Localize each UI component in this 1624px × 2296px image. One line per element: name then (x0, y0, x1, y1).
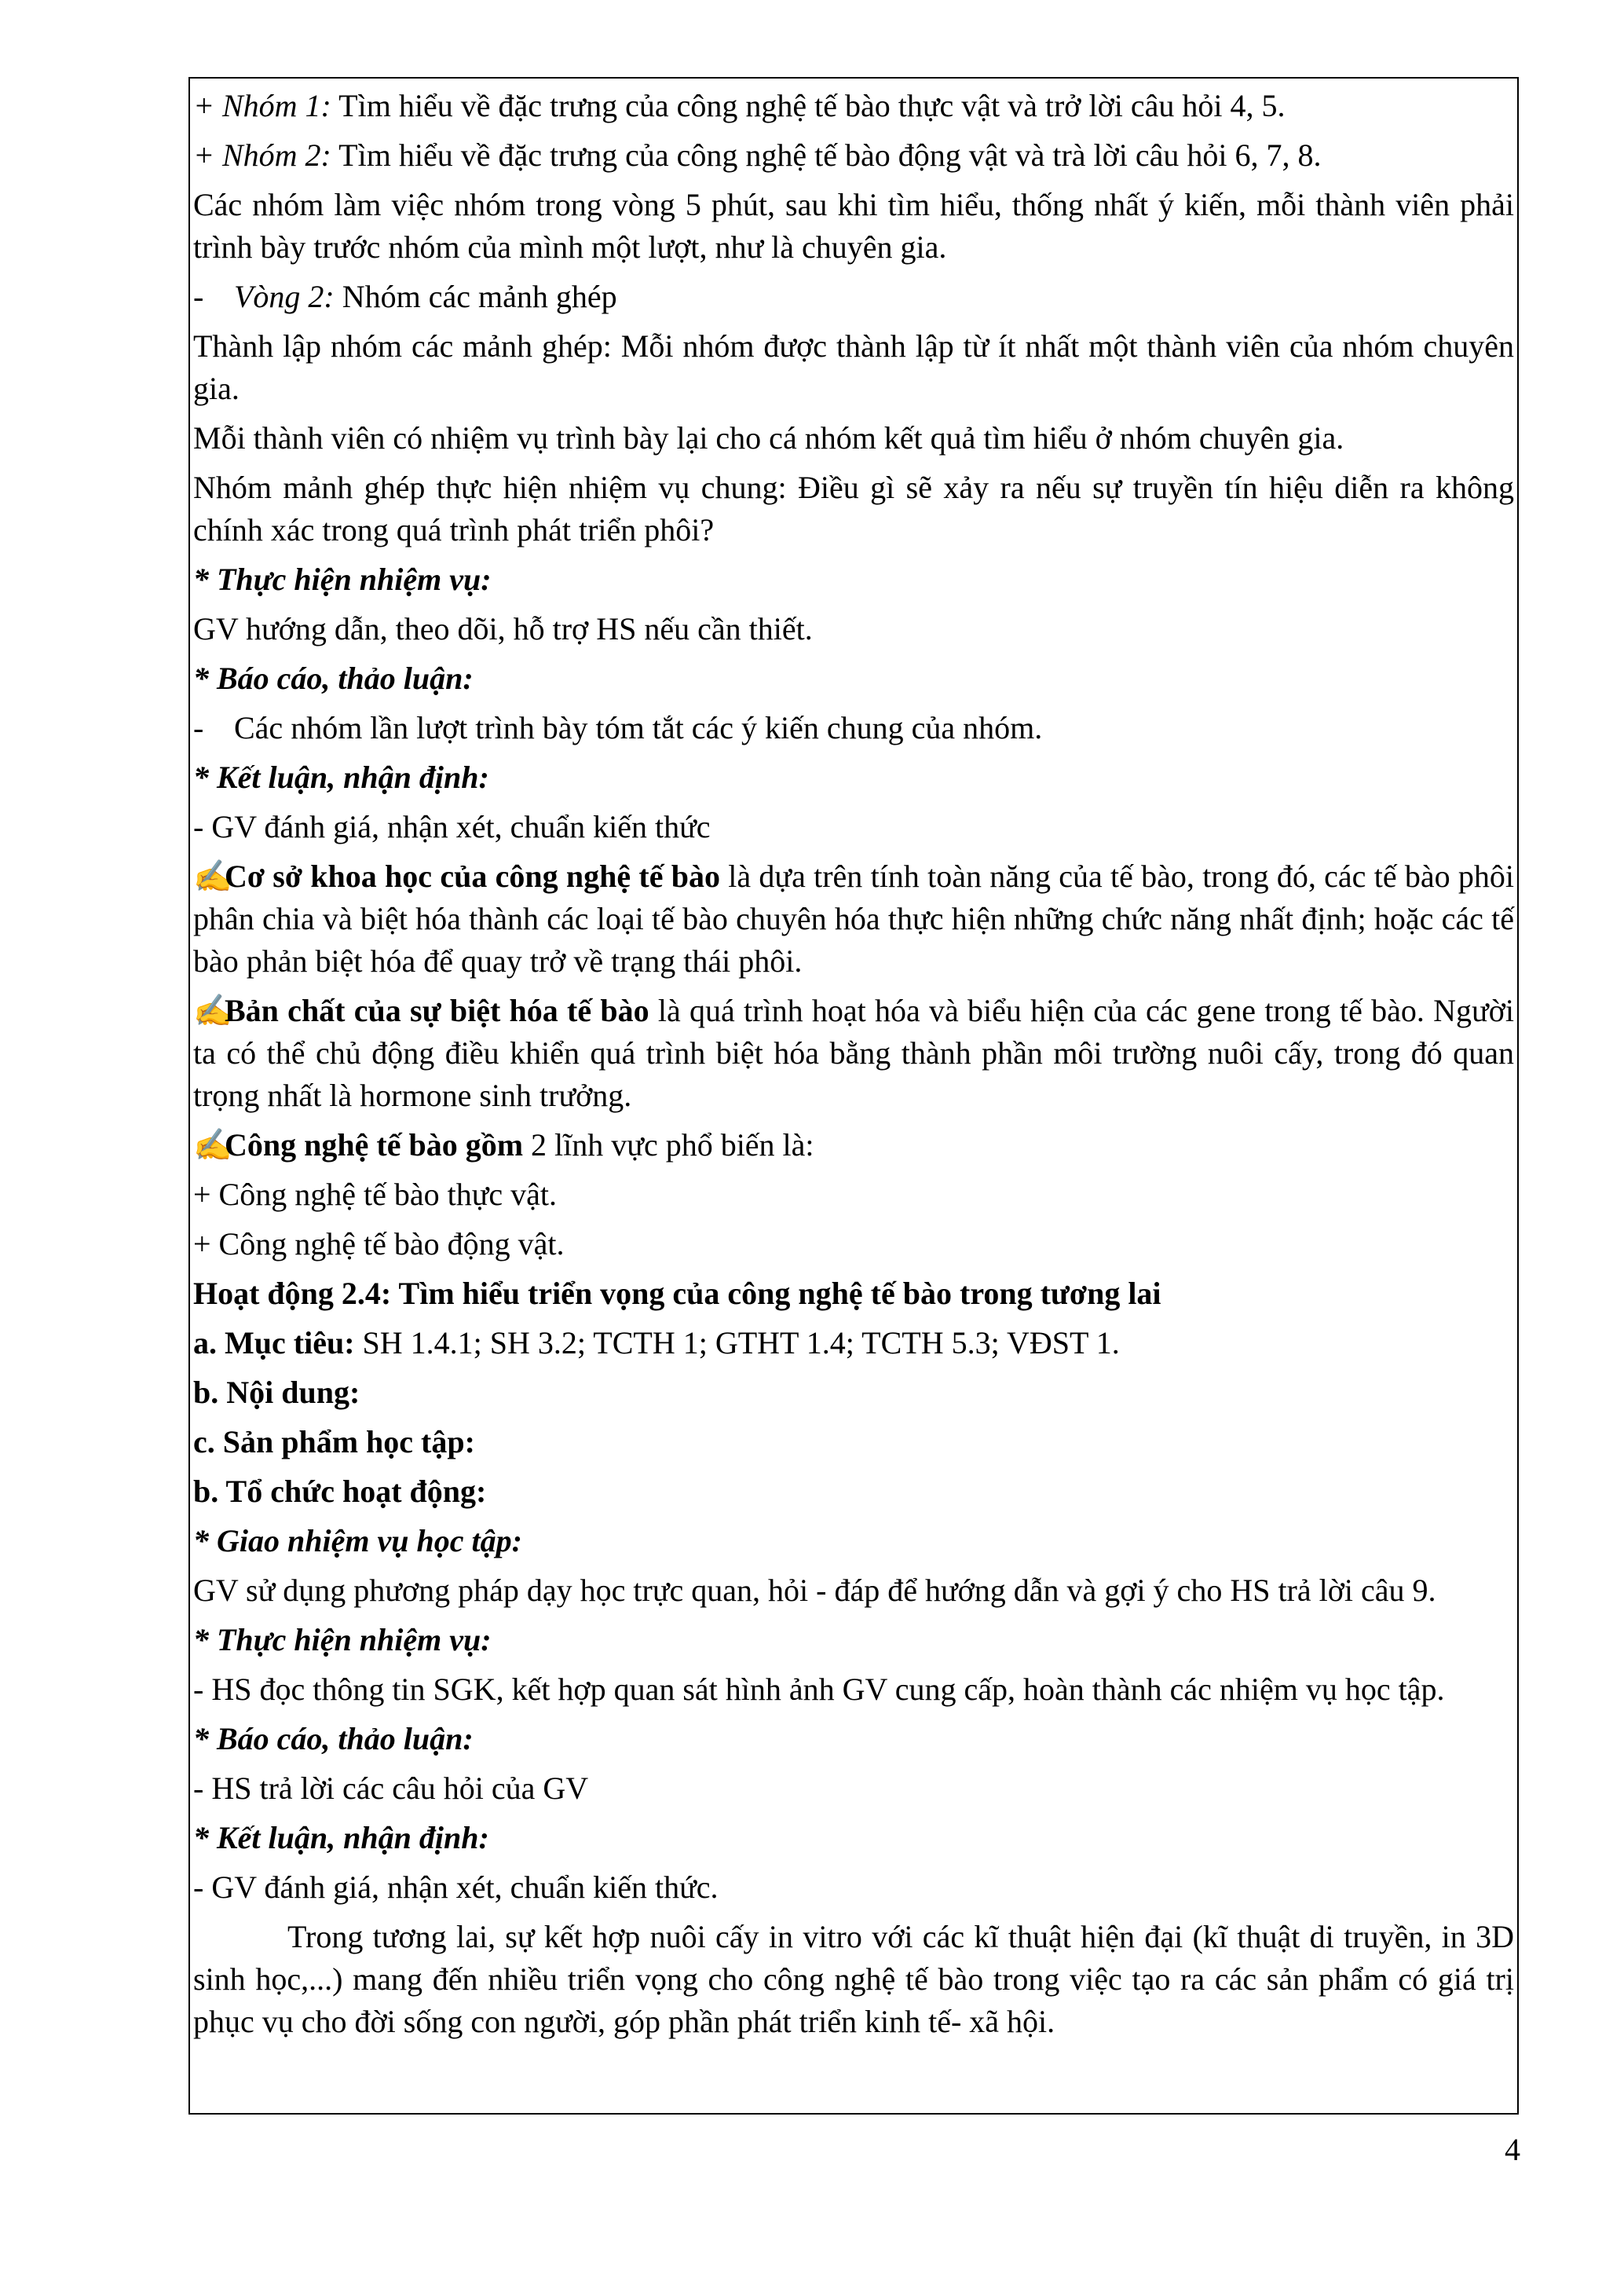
content-heading: b. Nội dung: (193, 1375, 360, 1410)
student-activity: - HS đọc thông tin SGK, kết hợp quan sát hình ảnh GV cung cấp, hoàn thành các nhiệm vụ học tập. (193, 1672, 1445, 1707)
organization-heading: b. Tổ chức hoạt động: (193, 1474, 487, 1509)
group-1-label: + Nhóm 1: (193, 88, 331, 123)
differentiation-title: Bản chất của sự biệt hóa tế bào (225, 993, 649, 1028)
scientific-basis (193, 855, 1514, 983)
heading-conclusion-2: * Kết luận, nhận định: (193, 1820, 489, 1855)
heading-perform-task: * Thực hiện nhiệm vụ: (193, 562, 492, 597)
teacher-guidance: GV hướng dẫn, theo dõi, hỗ trợ HS nếu cần thiết. (193, 611, 813, 646)
heading-report-2: * Báo cáo, thảo luận: (193, 1721, 474, 1756)
objectives-text: SH 1.4.1; SH 3.2; TCTH 1; GTHT 1.4; TCTH 5.3; VĐST 1. (354, 1325, 1120, 1360)
report-text: Các nhóm lần lượt trình bày tóm tắt các ý kiến chung của nhóm. (234, 710, 1043, 745)
student-answer: - HS trả lời các câu hỏi của GV (193, 1771, 589, 1806)
heading-report: * Báo cáo, thảo luận: (193, 661, 474, 696)
heading-assign-task: * Giao nhiệm vụ học tập: (193, 1523, 522, 1558)
group-work-instructions: Các nhóm làm việc nhóm trong vòng 5 phút, sau khi tìm hiểu, thống nhất ý kiến, mỗi thành viên phải trình bày trước nhóm của mình một lượt, như là chuyên gia. (193, 187, 1514, 265)
dash: - (193, 279, 204, 314)
member-duty: Mỗi thành viên có nhiệm vụ trình bày lại cho cá nhóm kết quả tìm hiểu ở nhóm chuyên gia. (193, 420, 1344, 456)
writing-hand-icon: ✍ (193, 993, 232, 1028)
differentiation-text: là quá trình hoạt hóa và biểu hiện của các gene trong tế bào. Người ta có thể chủ động điều khiển quá trình biệt hóa bằng thành phần môi trường nuôi cấy, trong đó quan trọng nhất là hormone sinh trưởng. (193, 993, 1514, 1113)
cell-tech-fields-title: Công nghệ tế bào gồm (225, 1127, 524, 1163)
heading-perform-task-2: * Thực hiện nhiệm vụ: (193, 1622, 492, 1657)
objectives (193, 1322, 1514, 1364)
product-heading: c. Sản phẩm học tập: (193, 1424, 475, 1459)
dash: - (193, 710, 204, 745)
document-body (193, 85, 1514, 2050)
group-1-text: Tìm hiểu về đặc trưng của công nghệ tế bào thực vật và trở lời câu hỏi 4, 5. (331, 88, 1286, 123)
objectives-label: a. Mục tiêu: (193, 1325, 355, 1360)
scientific-basis-title: Cơ sở khoa học của công nghệ tế bào (225, 859, 720, 894)
differentiation-nature (193, 990, 1514, 1117)
activity-2-4-heading: Hoạt động 2.4: Tìm hiểu triển vọng của công nghệ tế bào trong tương lai (193, 1276, 1161, 1311)
page-number: 4 (1505, 2132, 1520, 2167)
group-2-text: Tìm hiểu về đặc trưng của công nghệ tế bào động vật và trà lời câu hỏi 6, 7, 8. (331, 137, 1322, 173)
round-2-text: Nhóm các mảnh ghép (334, 279, 617, 314)
heading-conclusion: * Kết luận, nhận định: (193, 760, 489, 795)
cell-tech-fields-text: 2 lĩnh vực phổ biến là: (523, 1127, 814, 1163)
cell-tech-fields (193, 1124, 1514, 1166)
group-1-task (193, 85, 1514, 127)
round-2 (193, 276, 1514, 318)
teacher-evaluation: - GV đánh giá, nhận xét, chuẩn kiến thức. (193, 1869, 719, 1905)
scientific-basis-text: là dựa trên tính toàn năng của tế bào, trong đó, các tế bào phôi phân chia và biệt hóa thành các loại tế bào chuyên hóa thực hiện những chức năng nhất định; hoặc các tế bào phản biệt hóa để quay trở về trạng thái phôi. (193, 859, 1514, 979)
round-2-label: Vòng 2: (234, 279, 335, 314)
plant-cell-tech: + Công nghệ tế bào thực vật. (193, 1177, 558, 1212)
jigsaw-common-task: Nhóm mảnh ghép thực hiện nhiệm vụ chung: Điều gì sẽ xảy ra nếu sự truyền tín hiệu diễn ra không chính xác trong quá trình phát triển phôi? (193, 470, 1514, 547)
teaching-method: GV sử dụng phương pháp dạy học trực quan, hỏi - đáp để hướng dẫn và gợi ý cho HS trả lời câu 9. (193, 1573, 1436, 1608)
jigsaw-formation: Thành lập nhóm các mảnh ghép: Mỗi nhóm được thành lập từ ít nhất một thành viên của nhóm chuyên gia. (193, 328, 1514, 406)
writing-hand-icon: ✍ (193, 859, 232, 894)
report-item (193, 707, 1514, 749)
group-2-task (193, 134, 1514, 177)
future-prospects: Trong tương lai, sự kết hợp nuôi cấy in vitro với các kĩ thuật hiện đại (kĩ thuật di truyền, in 3D sinh học,...) mang đến nhiều triển vọng cho công nghệ tế bào trong việc tạo ra các sản phẩm có giá trị phục vụ cho đời sống con người, góp phần phát triển kinh tế- xã hội. (193, 1919, 1514, 2039)
group-2-label: + Nhóm 2: (193, 137, 331, 173)
animal-cell-tech: + Công nghệ tế bào động vật. (193, 1226, 565, 1262)
conclusion-item: - GV đánh giá, nhận xét, chuẩn kiến thức (193, 809, 711, 844)
writing-hand-icon: ✍ (193, 1127, 232, 1163)
